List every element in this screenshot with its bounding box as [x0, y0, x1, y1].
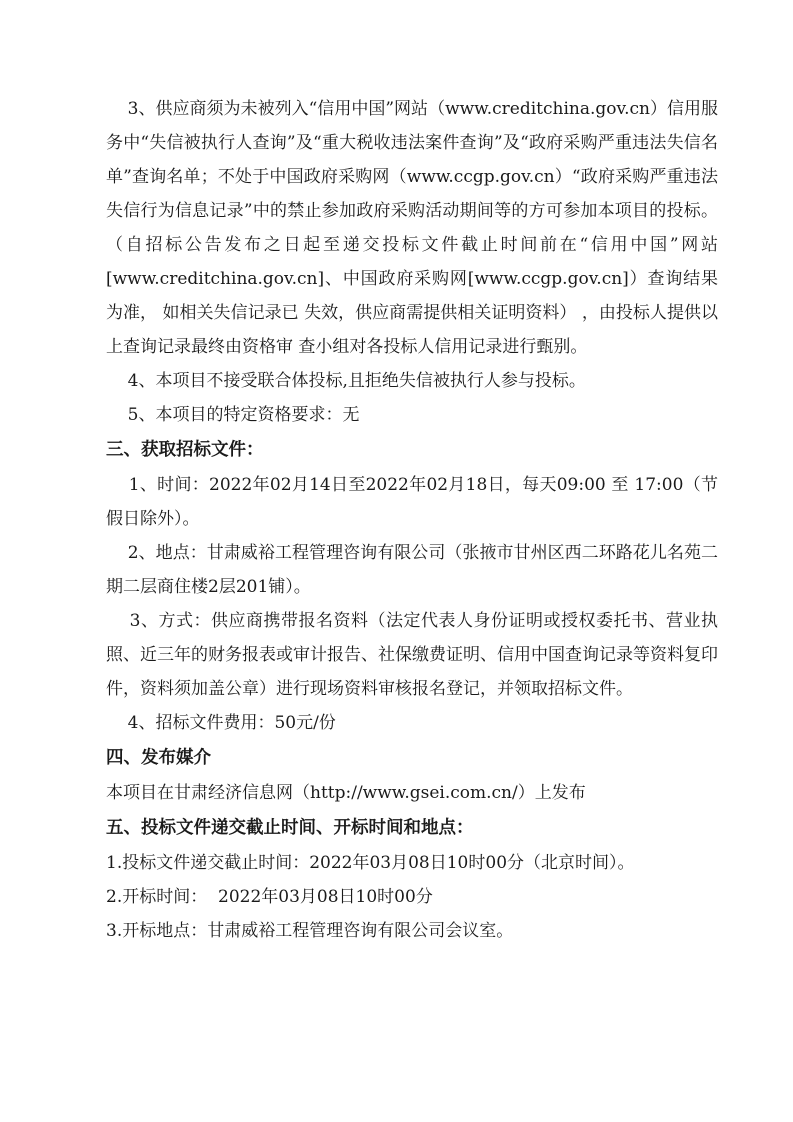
section-3-fee: 4、招标文件费用：50元/份: [106, 713, 336, 733]
section-5-opening-place: 3.开标地点：甘肃威裕工程管理咨询有限公司会议室。: [106, 921, 514, 941]
section-3-time: 1、时间：2022年02月14日至2022年02月18日，每天09:00 至 17:00（节假日除外）。: [106, 475, 718, 529]
section-5-heading: 五、投标文件递交截止时间、开标时间和地点：: [106, 818, 474, 838]
document-page: [106, 92, 718, 948]
section-5-deadline: 1.投标文件递交截止时间：2022年03月08日10时00分（北京时间）。: [106, 853, 635, 873]
section-4-heading: 四、发布媒介: [106, 748, 211, 768]
section-5-opening-time: 2.开标时间： 2022年03月08日10时00分: [106, 887, 433, 907]
qualification-item-3: 3、供应商须为未被列入“信用中国”网站（www.creditchina.gov.cn）信用服务中“失信被执行人查询”及“重大税收违法案件查询”及“政府采购严重违法失信名单”查询名单；不处于中国政府采购网（www.ccgp.gov.cn）“政府采购严重违法失信行为信息记录”中的禁止参加政府采购活动期间等的方可参加本项目的投标。（自招标公告发布之日起至递交投标文件截止时间前在“信用中国”网站[www.creditchina.gov.cn]、中国政府采购网[www.ccgp.gov.cn]）查询结果为准， 如相关失信记录已 失效，供应商需提供相关证明资料） ，由投标人提供以上查询记录最终由资格审 查小组对各投标人信用记录进行甄别。: [106, 99, 718, 357]
qualification-item-4: 4、本项目不接受联合体投标,且拒绝失信被执行人参与投标。: [106, 371, 586, 391]
qualification-item-5: 5、本项目的特定资格要求：无: [106, 405, 360, 425]
section-3-method: 3、方式：供应商携带报名资料（法定代表人身份证明或授权委托书、营业执照、近三年的财务报表或审计报告、社保缴费证明、信用中国查询记录等资料复印件，资料须加盖公章）进行现场资料审核报名登记，并领取招标文件。: [106, 611, 718, 699]
section-3-heading: 三、获取招标文件：: [106, 440, 264, 460]
section-4-media: 本项目在甘肃经济信息网（http://www.gsei.com.cn/）上发布: [106, 783, 586, 803]
section-3-location: 2、地点：甘肃威裕工程管理咨询有限公司（张掖市甘州区西二环路花儿名苑二期二层商住楼2层201铺）。: [106, 543, 718, 597]
